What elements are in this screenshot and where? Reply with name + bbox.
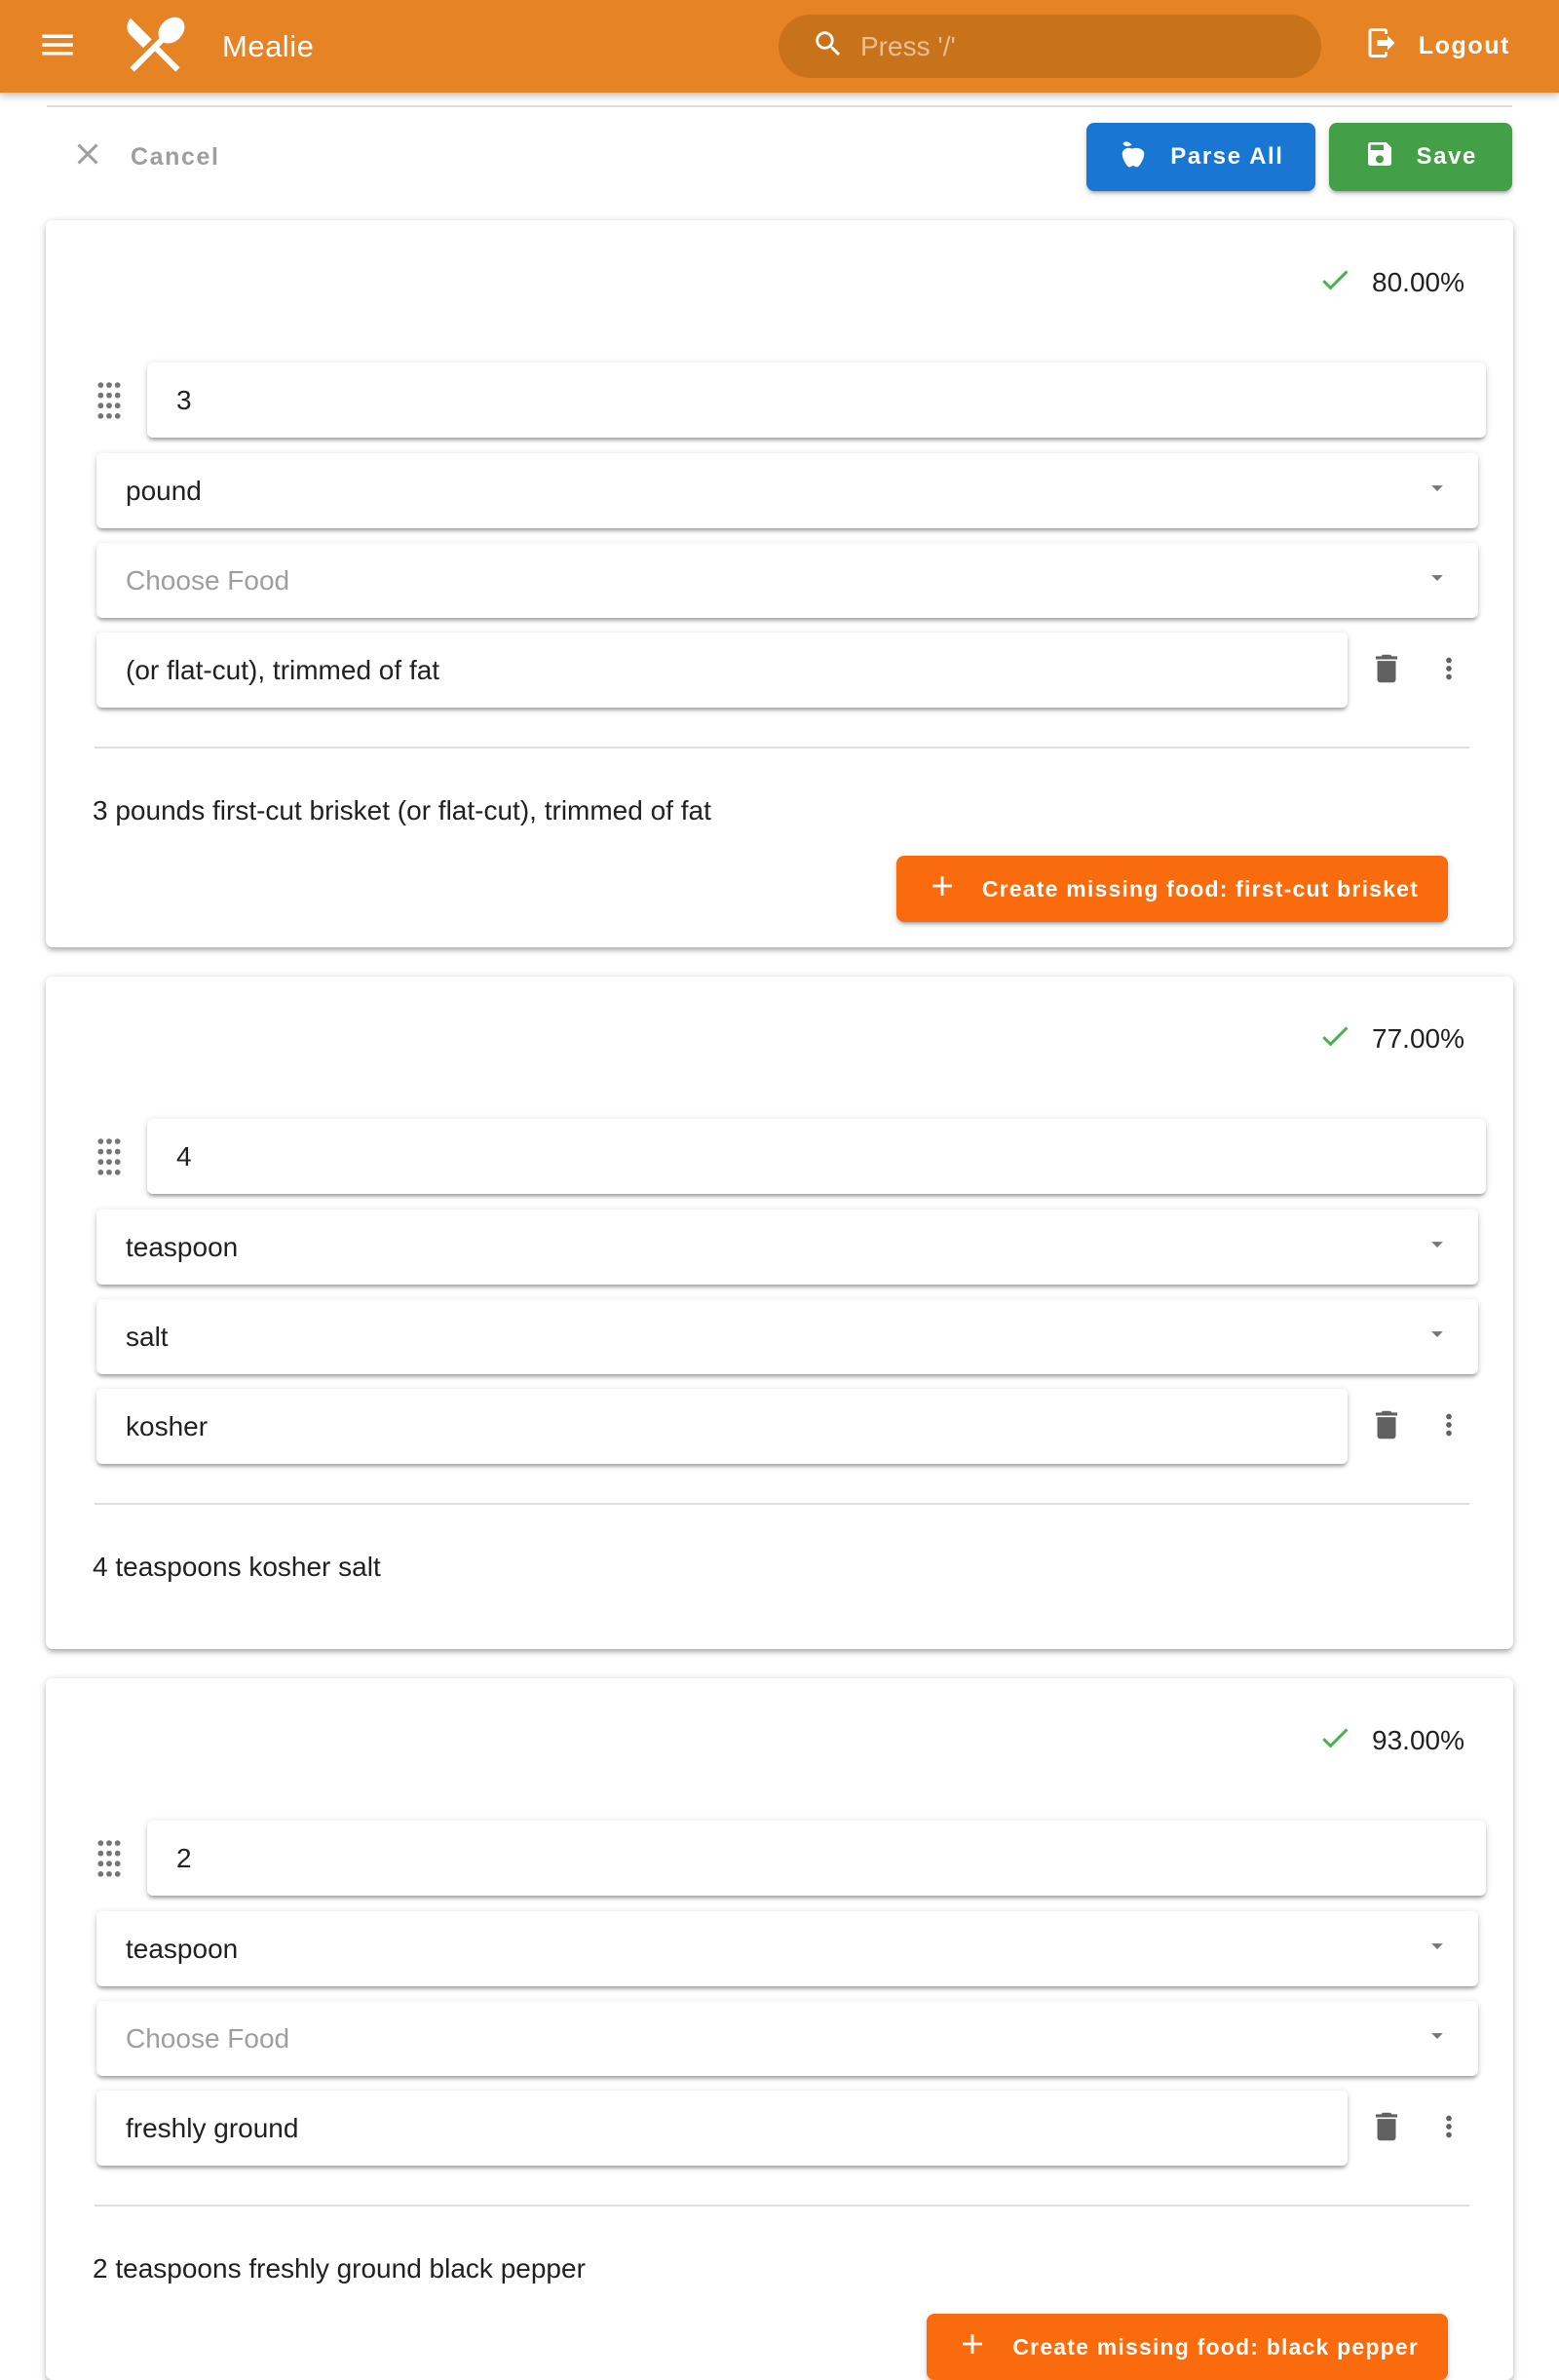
original-ingredient-text: 3 pounds first-cut brisket (or flat-cut), trimmed of fat <box>93 795 711 825</box>
food-placeholder: Choose Food <box>126 2022 290 2054</box>
search-icon <box>812 27 845 65</box>
close-icon <box>70 136 105 178</box>
header-divider <box>47 105 1512 107</box>
original-ingredient-text: 2 teaspoons freshly ground black pepper <box>93 2253 586 2284</box>
chevron-down-icon <box>1424 1230 1451 1264</box>
kebab-menu-icon <box>1432 1408 1465 1444</box>
confidence-row <box>46 263 1464 302</box>
confidence-value: 80.00% <box>1372 267 1464 297</box>
logout-button[interactable] <box>1358 24 1516 68</box>
silverware-logo-icon <box>119 8 191 85</box>
editor-toolbar <box>47 123 1512 191</box>
delete-ingredient-button[interactable] <box>1363 647 1410 694</box>
original-ingredient-text: 4 teaspoons kosher salt <box>93 1552 381 1582</box>
note-input[interactable] <box>96 1389 1348 1464</box>
cancel-button[interactable] <box>47 136 220 178</box>
kebab-menu-icon <box>1432 2110 1465 2146</box>
create-missing-food-label: Create missing food: first-cut brisket <box>981 875 1419 902</box>
note-input[interactable] <box>96 633 1348 708</box>
card-divider <box>95 2205 1469 2207</box>
confidence-row <box>46 1019 1464 1058</box>
missing-food-row <box>46 856 1448 922</box>
menu-icon <box>37 24 78 68</box>
apple-icon <box>1118 138 1149 176</box>
chevron-down-icon <box>1424 563 1451 597</box>
create-missing-food-label: Create missing food: black pepper <box>1012 2333 1419 2360</box>
missing-food-row <box>46 2314 1448 2380</box>
unit-value: teaspoon <box>126 1933 239 1964</box>
note-row <box>96 1389 1474 1464</box>
quantity-input[interactable] <box>147 1119 1486 1194</box>
delete-ingredient-button[interactable] <box>1363 2105 1410 2152</box>
kebab-menu-icon <box>1432 652 1465 688</box>
unit-select[interactable] <box>96 453 1478 528</box>
drag-handle-icon[interactable] <box>96 1837 122 1880</box>
card-divider <box>95 1503 1469 1505</box>
chevron-down-icon <box>1424 1320 1451 1354</box>
food-select[interactable] <box>96 543 1478 618</box>
trash-icon <box>1368 2108 1405 2148</box>
mealie-logo[interactable] <box>119 8 191 85</box>
chevron-down-icon <box>1424 474 1451 508</box>
check-icon <box>1317 1720 1352 1762</box>
logout-icon <box>1364 25 1399 67</box>
save-label: Save <box>1416 143 1477 170</box>
save-disk-icon <box>1364 138 1395 176</box>
drag-handle-icon[interactable] <box>96 1135 122 1178</box>
confidence-row <box>46 1721 1464 1760</box>
parse-all-button[interactable] <box>1086 123 1314 191</box>
ingredient-card <box>46 1678 1513 2380</box>
create-missing-food-button[interactable] <box>927 2314 1448 2380</box>
check-icon <box>1317 262 1352 304</box>
save-button[interactable] <box>1329 123 1512 191</box>
drag-handle-icon[interactable] <box>96 379 122 422</box>
delete-ingredient-button[interactable] <box>1363 1403 1410 1450</box>
food-select[interactable] <box>96 2001 1478 2076</box>
parse-all-label: Parse All <box>1170 143 1284 170</box>
search-placeholder: Press '/' <box>860 30 956 61</box>
plus-icon <box>926 869 959 908</box>
unit-select[interactable] <box>96 1209 1478 1285</box>
create-missing-food-button[interactable] <box>896 856 1448 922</box>
confidence-value: 77.00% <box>1372 1023 1464 1054</box>
unit-select[interactable] <box>96 1911 1478 1986</box>
quantity-row <box>96 363 1486 438</box>
app-title: Mealie <box>222 28 315 63</box>
ingredient-card <box>46 220 1513 947</box>
quantity-input[interactable] <box>147 1821 1486 1896</box>
chevron-down-icon <box>1424 2021 1451 2055</box>
quantity-row <box>96 1821 1486 1896</box>
trash-icon <box>1368 650 1405 690</box>
search-input[interactable] <box>779 15 1321 78</box>
food-placeholder: Choose Food <box>126 564 290 595</box>
unit-value: teaspoon <box>126 1231 239 1262</box>
quantity-input[interactable] <box>147 363 1486 438</box>
ingredient-card <box>46 977 1513 1649</box>
cancel-label: Cancel <box>131 142 220 171</box>
app-bar <box>0 0 1559 93</box>
food-value: salt <box>126 1321 169 1352</box>
menu-button[interactable] <box>37 24 78 68</box>
quantity-row <box>96 1119 1486 1194</box>
check-icon <box>1317 1018 1352 1060</box>
logout-label: Logout <box>1418 32 1510 59</box>
confidence-value: 93.00% <box>1372 1725 1464 1755</box>
card-divider <box>95 747 1469 749</box>
note-row <box>96 2091 1474 2166</box>
trash-icon <box>1368 1406 1405 1446</box>
chevron-down-icon <box>1424 1932 1451 1966</box>
note-row <box>96 633 1474 708</box>
note-input[interactable] <box>96 2091 1348 2166</box>
more-options-button[interactable] <box>1426 1403 1472 1450</box>
more-options-button[interactable] <box>1426 2105 1472 2152</box>
unit-value: pound <box>126 475 202 506</box>
more-options-button[interactable] <box>1426 647 1472 694</box>
food-select[interactable] <box>96 1299 1478 1374</box>
plus-icon <box>956 2327 989 2366</box>
